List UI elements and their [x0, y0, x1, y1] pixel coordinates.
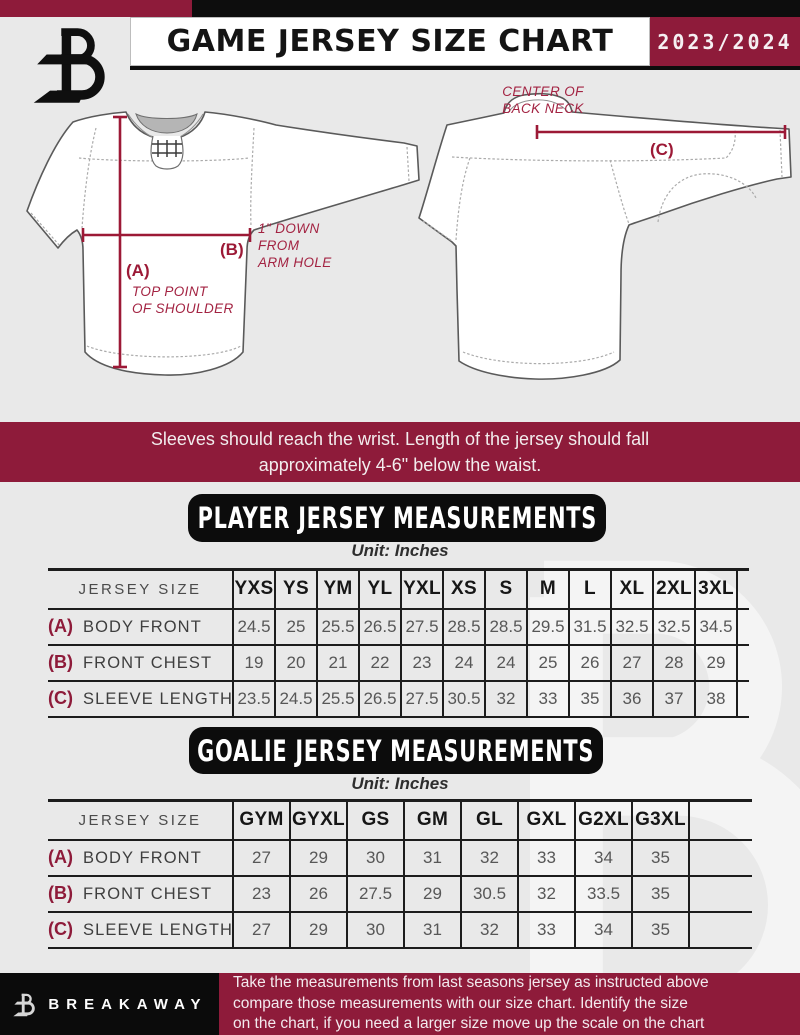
measurement-value: 24.5	[275, 681, 317, 717]
measurement-name: BODY FRONT	[83, 849, 202, 867]
measurement-value: 34	[575, 840, 632, 876]
measurement-value: 25	[527, 645, 569, 681]
note-b-line1: 1" DOWN	[258, 221, 320, 236]
measurement-value: 33	[527, 681, 569, 717]
measurement-value: 26.5	[359, 609, 401, 645]
measurement-value: 29	[404, 876, 461, 912]
breakaway-logo-icon	[26, 20, 112, 108]
measurement-name: BODY FRONT	[83, 618, 202, 636]
measurement-row-label	[48, 876, 233, 912]
player-section-header	[188, 494, 606, 542]
measurement-value: 30.5	[443, 681, 485, 717]
size-column-header: G2XL	[575, 801, 632, 840]
back-jersey-drawing	[419, 84, 791, 379]
size-column-header: GS	[347, 801, 404, 840]
measurement-value: 29	[290, 912, 347, 948]
measurement-value: 28	[653, 645, 695, 681]
measurement-value: 29.5	[527, 609, 569, 645]
goalie-size-table	[48, 799, 752, 949]
size-column-header: GXL	[518, 801, 575, 840]
measurement-value: 30	[347, 912, 404, 948]
measurement-value: 27	[611, 645, 653, 681]
fit-note-line1: Sleeves should reach the wrist. Length of the jersey should fall	[150, 429, 650, 449]
measurement-name: FRONT CHEST	[83, 885, 213, 903]
trailing-empty-cell	[737, 609, 749, 645]
size-header-label: JERSEY SIZE	[48, 801, 233, 840]
measurement-value: 26	[290, 876, 347, 912]
measurement-value: 27	[233, 840, 290, 876]
size-header-label: JERSEY SIZE	[48, 570, 233, 609]
measurement-value: 35	[632, 840, 689, 876]
size-column-header: 2XL	[653, 570, 695, 609]
measurement-value: 28.5	[443, 609, 485, 645]
measurement-value: 24	[443, 645, 485, 681]
breakaway-logo-small-icon	[11, 991, 37, 1018]
note-b-line2: FROM	[258, 238, 300, 253]
measurement-value: 35	[569, 681, 611, 717]
measurement-value: 32	[461, 840, 518, 876]
measurement-value: 24	[485, 645, 527, 681]
footer-line3: on the chart, if you need a larger size move up the scale on the chart	[233, 1015, 705, 1033]
measurement-value: 37	[653, 681, 695, 717]
measurement-value: 27.5	[401, 609, 443, 645]
measurement-value: 31	[404, 840, 461, 876]
measurement-row	[48, 840, 752, 876]
measurement-value: 29	[290, 840, 347, 876]
measurement-value: 23	[233, 876, 290, 912]
measurement-value: 29	[695, 645, 737, 681]
size-column-header: S	[485, 570, 527, 609]
size-column-header: G3XL	[632, 801, 689, 840]
season-label: 2023/2024	[657, 29, 793, 54]
measurement-value: 23	[401, 645, 443, 681]
label-a: (A)	[126, 261, 150, 280]
title-bar	[130, 17, 650, 66]
measurement-value: 30	[347, 840, 404, 876]
jersey-diagrams	[0, 80, 800, 425]
measurement-row-label	[48, 645, 233, 681]
goalie-section-header	[189, 727, 603, 774]
measurement-value: 25	[275, 609, 317, 645]
size-column-header: GYXL	[290, 801, 347, 840]
trailing-empty-cell	[689, 840, 752, 876]
top-black-strip	[192, 0, 800, 17]
size-column-header: YS	[275, 570, 317, 609]
measurement-value: 31.5	[569, 609, 611, 645]
measurement-value: 31	[404, 912, 461, 948]
measurement-value: 22	[359, 645, 401, 681]
measurement-key: (B)	[48, 883, 73, 903]
front-jersey-drawing	[27, 112, 419, 375]
measurement-value: 24.5	[233, 609, 275, 645]
measurement-value: 25.5	[317, 681, 359, 717]
measurement-value: 27	[233, 912, 290, 948]
title-underline	[130, 66, 800, 70]
measurement-row	[48, 645, 749, 681]
measurement-name: SLEEVE LENGTH	[83, 921, 234, 939]
note-c-line2: BACK NECK	[502, 101, 584, 116]
trailing-empty-cell	[689, 876, 752, 912]
trailing-empty-cell	[689, 801, 752, 840]
size-column-header: GYM	[233, 801, 290, 840]
size-header-row	[48, 570, 749, 609]
measurement-value: 21	[317, 645, 359, 681]
measurement-value: 28.5	[485, 609, 527, 645]
measurement-row	[48, 912, 752, 948]
measurement-value: 25.5	[317, 609, 359, 645]
measurement-value: 33	[518, 840, 575, 876]
player-section-title: PLAYER JERSEY MEASUREMENTS	[197, 501, 597, 535]
player-size-table	[48, 568, 749, 718]
measurement-value: 27.5	[401, 681, 443, 717]
measurement-value: 35	[632, 912, 689, 948]
measurement-value: 33.5	[575, 876, 632, 912]
measurement-key: (C)	[48, 688, 73, 708]
measurement-value: 32.5	[653, 609, 695, 645]
size-column-header: L	[569, 570, 611, 609]
size-column-header: YL	[359, 570, 401, 609]
measurement-value: 32.5	[611, 609, 653, 645]
size-column-header: XL	[611, 570, 653, 609]
measurement-row-label	[48, 912, 233, 948]
measurement-value: 19	[233, 645, 275, 681]
season-badge	[650, 17, 800, 66]
page-title: GAME JERSEY SIZE CHART	[166, 24, 614, 59]
measurement-value: 33	[518, 912, 575, 948]
measurement-row	[48, 609, 749, 645]
size-column-header: YXS	[233, 570, 275, 609]
goalie-unit-label: Unit: Inches	[351, 774, 449, 793]
measurement-value: 20	[275, 645, 317, 681]
note-a-line1: TOP POINT	[132, 284, 208, 299]
trailing-empty-cell	[737, 681, 749, 717]
measurement-value: 34	[575, 912, 632, 948]
note-a-line2: OF SHOULDER	[132, 301, 234, 316]
measurement-row-label	[48, 840, 233, 876]
label-b: (B)	[220, 240, 244, 259]
brand-name: BREAKAWAY	[48, 995, 208, 1013]
label-c: (C)	[650, 140, 674, 159]
measurement-row-label	[48, 681, 233, 717]
measurement-value: 34.5	[695, 609, 737, 645]
note-b-line3: ARM HOLE	[258, 255, 332, 270]
measurement-row	[48, 876, 752, 912]
measurement-value: 36	[611, 681, 653, 717]
measurement-value: 26.5	[359, 681, 401, 717]
measurement-value: 35	[632, 876, 689, 912]
measurement-row	[48, 681, 749, 717]
top-maroon-strip	[0, 0, 192, 17]
size-column-header: YM	[317, 570, 359, 609]
trailing-empty-cell	[737, 570, 749, 609]
size-column-header: XS	[443, 570, 485, 609]
measurement-value: 23.5	[233, 681, 275, 717]
footer-instructions	[219, 973, 800, 1035]
footer-brand-block	[0, 973, 219, 1035]
measurement-name: SLEEVE LENGTH	[83, 690, 234, 708]
footer	[0, 973, 800, 1035]
measurement-value: 32	[461, 912, 518, 948]
measurement-key: (A)	[48, 616, 73, 636]
measurement-name: FRONT CHEST	[83, 654, 213, 672]
measurement-row-label	[48, 609, 233, 645]
measurement-value: 26	[569, 645, 611, 681]
trailing-empty-cell	[737, 645, 749, 681]
measurement-value: 30.5	[461, 876, 518, 912]
goalie-section-title: GOALIE JERSEY MEASUREMENTS	[197, 733, 595, 768]
size-column-header: GM	[404, 801, 461, 840]
size-column-header: YXL	[401, 570, 443, 609]
size-column-header: GL	[461, 801, 518, 840]
measurement-key: (C)	[48, 919, 73, 939]
footer-line2: compare those measurements with our size chart. Identify the size	[233, 994, 688, 1012]
note-c-line1: CENTER OF	[502, 84, 584, 99]
measurement-value: 32	[485, 681, 527, 717]
measurement-value: 38	[695, 681, 737, 717]
measurement-key: (A)	[48, 847, 73, 867]
measurement-key: (B)	[48, 652, 73, 672]
footer-line1: Take the measurements from last seasons jersey as instructed above	[233, 974, 709, 992]
measurement-value: 27.5	[347, 876, 404, 912]
measurement-value: 32	[518, 876, 575, 912]
size-column-header: 3XL	[695, 570, 737, 609]
player-unit-label: Unit: Inches	[351, 541, 449, 560]
size-column-header: M	[527, 570, 569, 609]
fit-note-banner	[0, 422, 800, 482]
size-header-row	[48, 801, 752, 840]
trailing-empty-cell	[689, 912, 752, 948]
fit-note-line2: approximately 4-6" below the waist.	[258, 455, 542, 475]
